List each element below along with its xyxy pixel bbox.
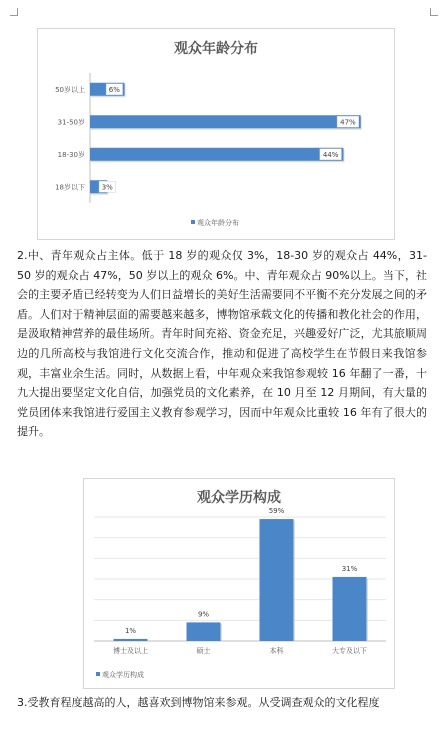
data-label: 47%: [340, 118, 356, 127]
data-label: 3%: [101, 183, 113, 192]
y-tick-label: 50岁以上: [55, 85, 85, 94]
chart-title: 观众学历构成: [197, 490, 281, 506]
bar-本科: [260, 519, 294, 641]
x-tick-label: 博士及以上: [113, 647, 148, 655]
bar-31-50岁: [90, 115, 361, 128]
chart-title: 观众年龄分布: [174, 41, 258, 57]
data-label: 9%: [197, 610, 210, 619]
age-chart-svg: [38, 29, 394, 239]
paragraph-education-intro: 3.受教育程度越高的人，越喜欢到博物馆来参观。从受调查观众的文化程度: [17, 696, 380, 709]
data-label: 59%: [268, 507, 285, 516]
bar-博士及以上: [114, 639, 148, 641]
education-chart-svg: [84, 479, 394, 688]
x-tick-label: 大专及以下: [332, 647, 367, 655]
bar-18-30岁: [90, 148, 343, 161]
y-tick-label: 18岁以下: [55, 183, 85, 192]
x-tick-label: 本科: [269, 647, 284, 655]
legend-swatch: [191, 220, 195, 224]
age-distribution-chart: [37, 28, 395, 240]
legend-label: 观众年龄分布: [197, 219, 239, 227]
education-composition-chart: [83, 478, 395, 689]
data-label: 31%: [341, 564, 358, 573]
data-label: 44%: [322, 150, 339, 159]
data-label: 6%: [108, 85, 120, 94]
y-tick-label: 31-50岁: [57, 118, 85, 127]
bar-大专及以下: [333, 577, 367, 641]
page-corner-mark: [10, 8, 18, 16]
y-tick-label: 18-30岁: [57, 150, 85, 159]
x-tick-label: 硕士: [196, 647, 211, 655]
bar-硕士: [187, 622, 221, 641]
paragraph-age-analysis: 2.中、青年观众占主体。低于 18 岁的观众仅 3%，18-30 岁的观众占 44%，31-50 岁的观众占 47%，50 岁以上的观众 6%。中、青年观众占 90%以上。当下，社会的主要矛盾已经转变为人们日益增长的美好生活需要同不平衡不充分发展之间的矛盾。人们对于精神层面的需要越来越多，博物馆承载文化的传播和教化社会的作用，是汲取精神营养的最佳场所。青年时间充裕、资金充足，兴趣爱好广泛，尤其旅顺周边的几所高校与我馆进行文化交流合作，推动和促进了高校学生在节假日来我馆参观，丰富业余生活。同时，从数据上看，中年观众来我馆参观较 16 年翻了一番，十九大提出要坚定文化自信，加强党员的文化素养，在 10 月至 12 月期间，有大量的党员团体来我馆进行爱国主义教育参观学习，因而中年观众比重较 16 年有了很大的提升。: [17, 249, 427, 439]
data-label: 1%: [124, 626, 137, 635]
legend-label: 观众学历构成: [102, 671, 144, 679]
page-corner-mark: [430, 8, 438, 16]
legend-swatch: [96, 672, 100, 676]
